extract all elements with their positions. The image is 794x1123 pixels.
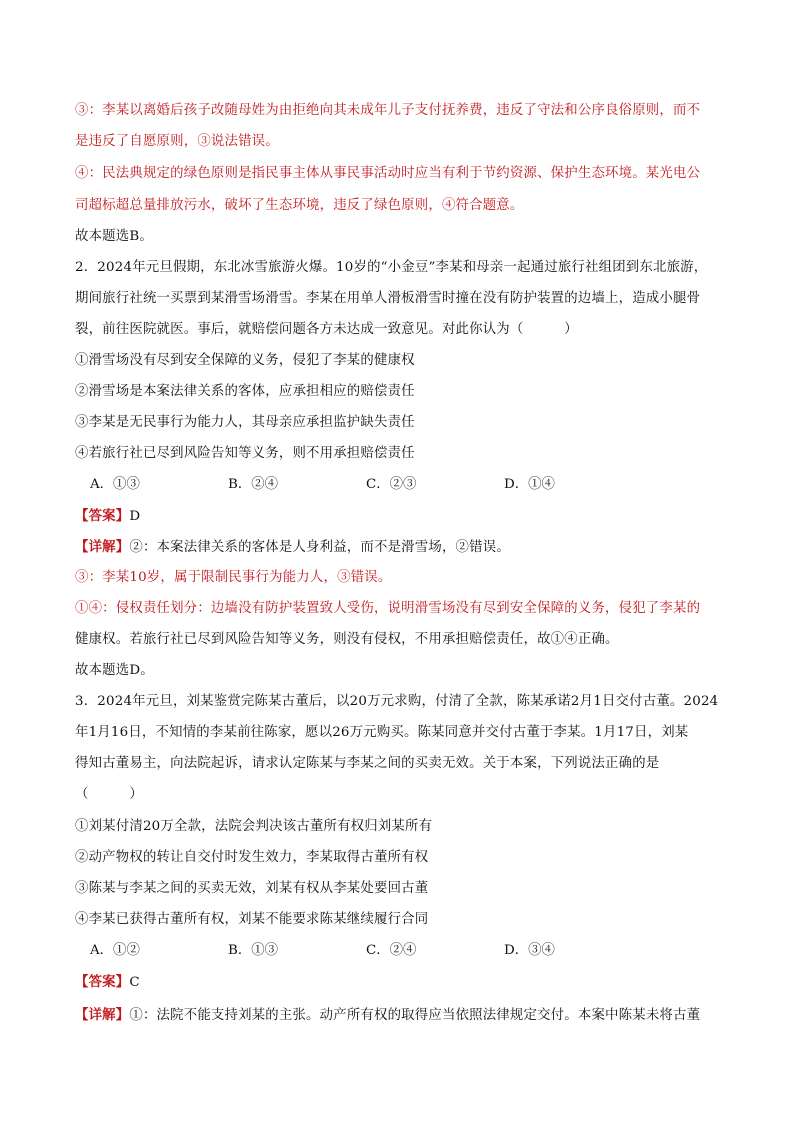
statement-item: ②滑雪场是本案法律关系的客体，应承担相应的赔偿责任 [75, 384, 415, 399]
statement-item: ④若旅行社已尽到风险告知等义务，则不用承担赔偿责任 [75, 446, 415, 461]
option-b: B．②④ [228, 477, 279, 492]
statement-item: ②动产物权的转让自交付时发生效力，李某取得古董所有权 [75, 850, 429, 865]
option-d: D．①④ [504, 477, 555, 492]
explanation-line: 司超标超总量排放污水，破坏了生态环境，违反了绿色原则，④符合题意。 [75, 198, 524, 213]
option-b: B．①③ [228, 943, 279, 958]
statement-item: ③李某是无民事行为能力人，其母亲应承担监护缺失责任 [75, 415, 415, 430]
statement-item: ①滑雪场没有尽到安全保障的义务，侵犯了李某的健康权 [75, 353, 415, 368]
question-stem: （ ） [75, 787, 143, 802]
detail-line: ①④：侵权责任划分：边墙没有防护装置致人受伤，说明滑雪场没有尽到安全保障的义务，侵犯了李某的 [75, 601, 701, 616]
detail-tag: 【详解】 [75, 1007, 130, 1023]
answer-value: C [129, 975, 140, 990]
conclusion: 故本题选B。 [75, 229, 153, 244]
option-a: A．①③ [90, 477, 140, 492]
explanation-line: ③：李某以离婚后孩子改随母姓为由拒绝向其未成年儿子支付抚养费，违反了守法和公序良俗原则，而不 [75, 103, 701, 118]
explanation-line: ④：民法典规定的绿色原则是指民事主体从事民事活动时应当有利于节约资源、保护生态环境。某光电公 [75, 166, 701, 181]
detail-text: ①：法院不能支持刘某的主张。动产所有权的取得应当依照法律规定交付。本案中陈某未将古董 [129, 1008, 701, 1023]
detail-line: ③：李某10岁，属于限制民事行为能力人，③错误。 [75, 570, 392, 585]
question-stem: 得知古董易主，向法院起诉，请求认定陈某与李某之间的买卖无效。关于本案，下列说法正确的是 [75, 756, 660, 771]
statement-item: ③陈某与李某之间的买卖无效，刘某有权从李某处要回古董 [75, 881, 429, 896]
question-stem: 裂，前往医院就医。事后，就赔偿问题各方未达成一致意见。对此你认为（ ） [75, 322, 578, 337]
detail-line [75, 537, 725, 558]
answer-line [75, 506, 725, 527]
detail-tag: 【详解】 [75, 539, 130, 555]
answer-tag: 【答案】 [75, 508, 130, 524]
question-stem: 3．2024年元旦，刘某鉴赏完陈某古董后，以20万元求购，付清了全款，陈某承诺2月1日交付古董。2024 [75, 694, 719, 709]
statement-item: ④李某已获得古董所有权，刘某不能要求陈某继续履行合同 [75, 912, 429, 927]
options-row [90, 941, 642, 961]
detail-line [75, 1005, 725, 1026]
question-stem: 2．2024年元旦假期，东北冰雪旅游火爆。10岁的“小金豆”李某和母亲一起通过旅行社组团到东北旅游， [75, 260, 708, 275]
answer-value: D [129, 509, 141, 524]
explanation-line: 是违反了自愿原则，③说法错误。 [75, 134, 279, 149]
question-stem: 期间旅行社统一买票到某滑雪场滑雪。李某在用单人滑板滑雪时撞在没有防护装置的边墙上，造成小腿骨 [75, 291, 701, 306]
detail-text: ②：本案法律关系的客体是人身利益，而不是滑雪场，②错误。 [129, 540, 510, 555]
option-d: D．③④ [504, 943, 555, 958]
question-stem: 年1月16日，不知情的李某前往陈家，愿以26万元购买。陈某同意并交付古董于李某。1月17日，刘某 [75, 725, 689, 740]
answer-line [75, 972, 725, 993]
conclusion: 故本题选D。 [75, 663, 154, 678]
option-c: C．②④ [366, 943, 417, 958]
statement-item: ①刘某付清20万全款，法院会判决该古董所有权归刘某所有 [75, 819, 433, 834]
option-c: C．②③ [366, 477, 417, 492]
options-row [90, 475, 642, 495]
option-a: A．①② [90, 943, 140, 958]
detail-line: 健康权。若旅行社已尽到风险告知等义务，则没有侵权，不用承担赔偿责任，故①④正确。 [75, 632, 619, 647]
answer-tag: 【答案】 [75, 974, 130, 990]
